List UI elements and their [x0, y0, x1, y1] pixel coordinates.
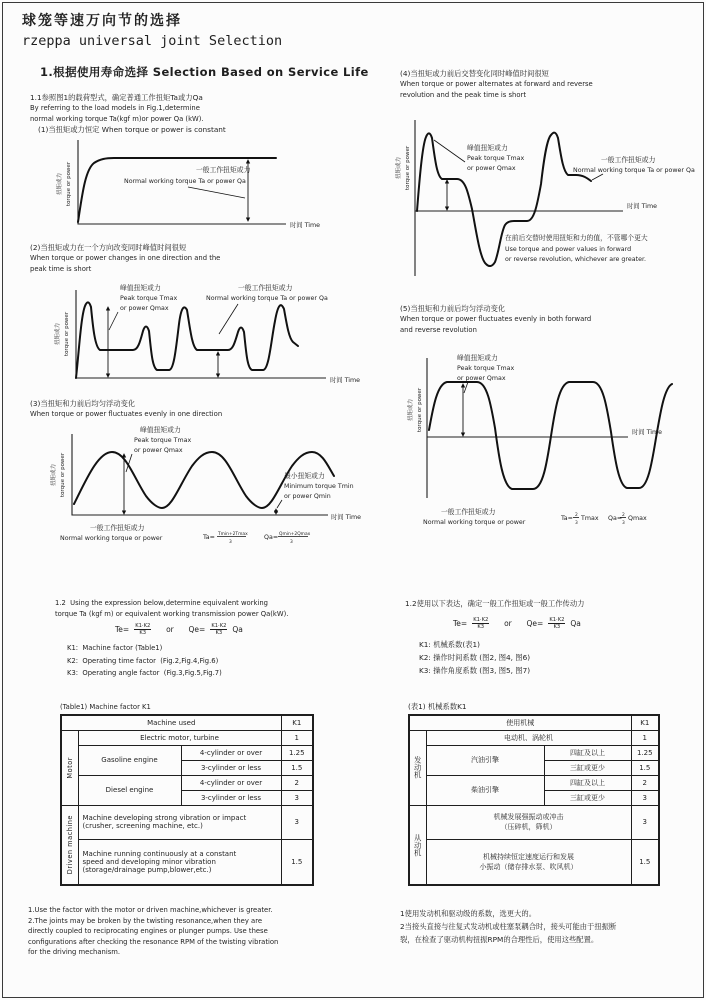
cell-gas-4cyl-k1: 1.25: [281, 745, 313, 760]
formula-te: Te=: [115, 625, 130, 635]
case5-zh: (5)当扭矩和力前后均匀浮动变化: [400, 304, 506, 313]
formula-qa: Qa: [232, 625, 243, 635]
k1-right: K1: 机械系数(表1): [419, 640, 481, 649]
k2-left: K2: Operating time factor (Fig.2,Fig.4,Fig.6): [67, 656, 219, 665]
cell-diesel: Diesel engine: [78, 775, 181, 805]
chart3-formula-ta: [202, 531, 248, 545]
chart4-normal-leader: [592, 174, 603, 180]
footnote-left-2: 2.The joints may be broken by the twisting resonance,when they are: [28, 916, 263, 925]
chart4-note-en1: Use torque and power values in forward: [505, 246, 632, 253]
chart3-fluctuating-torque: [28, 420, 378, 555]
cell-electric-k1-zh: 1: [631, 730, 659, 745]
cell-die-4cyl-zh: 四缸及以上: [544, 775, 631, 790]
cell-electric-k1: 1: [281, 730, 313, 745]
chart3-yaxis-label-en: torque or power: [60, 452, 66, 498]
para-1-1: [30, 92, 226, 135]
table-row: [61, 745, 313, 760]
section-heading: 1.根据使用寿命选择 Selection Based on Service Life: [40, 65, 369, 79]
chart5-formula-ta: [560, 512, 599, 526]
chart5-formula-ta-num: 2: [575, 513, 578, 518]
s12-left-formula: [115, 623, 288, 636]
cell-gasoline-zh: 汽油引擎: [426, 745, 544, 775]
section-1-2-left: [55, 598, 288, 680]
th-motor-vertical: Motor: [61, 730, 78, 805]
footnote-right-1: 1使用发动机和驱动级的系数，选更大的。: [400, 909, 536, 918]
chart3-formula-qa-num: Qmin+2Qmax: [279, 532, 311, 537]
case4-en2: revolution and the peak time is short: [400, 90, 526, 99]
formula-or-r: or: [504, 619, 512, 628]
chart4-normal-label-en: Normal working torque Ta or power Qa: [573, 167, 695, 174]
footnote-left-3: directly coupled to reciprocating engines or plunger pumps. Use these: [28, 927, 268, 936]
chart3-formula-ta-den: 3: [229, 540, 232, 545]
machine-factor-table-en: [60, 714, 314, 886]
cell-strong-k1: 3: [281, 805, 313, 839]
chart1-yaxis-label-en: torque or power: [66, 161, 72, 207]
cell-strong-vibration: Machine developing strong vibration or impact (crusher, screening machine, etc.): [78, 805, 281, 839]
cell-gas-3cyl-k1-zh: 1.5: [631, 760, 659, 775]
table-en-caption: (Table1) Machine factor K1: [60, 703, 151, 711]
formula-frac1: $\frac{K1\cdot K2}{K3}$: [135, 623, 151, 637]
chart3-yaxis-label-zh: 扭矩或力: [51, 463, 57, 487]
s12-left-l1: 1.2 Using the expression below,determine equivalent working: [55, 599, 268, 607]
chart2-yaxis-label-en: torque or power: [64, 311, 70, 357]
chart4-peak-label-en2: or power Qmax: [467, 165, 516, 172]
case5-en2: and reverse revolution: [400, 325, 477, 334]
case2-caption-block: [30, 242, 220, 274]
chart5-peak-label-en2: or power Qmax: [457, 375, 506, 382]
chart5-xaxis-label: 时间 Time: [632, 429, 663, 436]
chart5-formula-ta-rhs: Tmax: [581, 515, 599, 522]
chart2-normal-leader: [219, 304, 238, 334]
table-row: [409, 775, 659, 790]
chart5-formula-qa: [608, 512, 647, 526]
chart2-normal-label-zh: 一般工作扭矩或力: [238, 284, 293, 292]
case2-en1: When torque or power changes in one direction and the: [30, 254, 221, 262]
page-title-en: rzeppa universal joint Selection: [22, 33, 283, 49]
chart4-xaxis-label: 时间 Time: [627, 203, 658, 210]
table-row: [61, 730, 313, 745]
chart3-min-leader: [277, 500, 282, 508]
chart5-yaxis-label-en: torque or power: [417, 387, 423, 433]
formula-frac1-r: $\frac{K1\cdot K2}{K3}$: [473, 617, 489, 630]
table-row: [409, 805, 659, 839]
k3-right: K3: 操作角度系数 (图3, 图5, 图7): [419, 666, 531, 675]
formula-qa-r: Qa: [570, 619, 581, 628]
para-1-1-en1: By referring to the load models in Fig.1,determine: [30, 104, 200, 112]
th-machine-used-zh: 使用机械: [409, 715, 631, 730]
chart4-peak-leader: [434, 140, 465, 162]
th-k1: K1: [281, 715, 313, 730]
cell-die-4cyl: 4-cylinder or over: [181, 775, 281, 790]
cell-diesel-zh: 柴油引擎: [426, 775, 544, 805]
chart5-formula-qa-lhs: Qa=: [608, 515, 623, 522]
table-row: [61, 715, 313, 730]
case3-caption-block: [30, 398, 222, 420]
machine-factor-table-zh: [408, 714, 660, 886]
chart1-constant-torque: [28, 134, 363, 234]
case2-en2: peak time is short: [30, 264, 92, 273]
chart4-yaxis-label-en: torque or power: [405, 145, 411, 191]
chart5-normal-label-en: Normal working torque or power: [423, 519, 526, 526]
cell-strong-k1-zh: 3: [631, 805, 659, 839]
case1-caption: (1)当扭矩或力恒定 When torque or power is constant: [38, 125, 226, 135]
chart3-xaxis-label: 时间 Time: [331, 514, 362, 521]
chart1-normal-label-en: Normal working torque Ta or power Qa: [124, 178, 246, 185]
chart5-peak-leader: [464, 382, 468, 393]
table-row: [409, 839, 659, 885]
chart5-formula-qa-rhs: Qmax: [628, 515, 647, 522]
case3-en: When torque or power fluctuates evenly in one direction: [30, 410, 223, 418]
table-row: [61, 775, 313, 790]
cell-gas-4cyl: 4-cylinder or over: [181, 745, 281, 760]
cell-die-3cyl-zh: 三缸或更少: [544, 790, 631, 805]
case3-zh: (3)当扭矩和力前后均匀浮动变化: [30, 399, 136, 408]
footnote-left-5: for the driving mechanism.: [28, 948, 121, 957]
table-row: [409, 745, 659, 760]
cell-minor-vibration: Machine running continuously at a constant speed and developing minor vibration (storage/drainage pump,blower,etc.): [78, 839, 281, 885]
th-machine-used: Machine used: [61, 715, 281, 730]
chart3-min-label-zh: 最小扭矩或力: [284, 472, 325, 480]
chart2-peak-label-en2: or power Qmax: [120, 305, 169, 312]
footnote-right-2: 2当接头直接与往复式发动机或柱塞泵耦合时，接头可能由于扭振断: [400, 922, 617, 931]
cell-gas-3cyl-k1: 1.5: [281, 760, 313, 775]
cell-electric: Electric motor, turbine: [78, 730, 281, 745]
chart5-formula-ta-lhs: Ta=: [561, 515, 573, 522]
cell-die-4cyl-k1-zh: 2: [631, 775, 659, 790]
para-1-1-zh: 1.1参照图1的载荷型式，确定普通工作扭矩Ta或力Qa: [30, 93, 203, 102]
title-block: [22, 10, 282, 49]
k1-left: K1: Machine factor (Table1): [67, 644, 163, 653]
table-zh-caption: (表1) 机械系数K1: [408, 702, 467, 711]
chart4-note-en2: or reverse revolution, whichever are greater.: [505, 256, 646, 263]
k2-right: K2: 操作时间系数 (图2, 图4, 图6): [419, 653, 531, 662]
chart5-peak-label-zh: 峰值扭矩或力: [457, 354, 498, 362]
footnotes-left: [28, 905, 278, 958]
chart3-normal-label-en: Normal working torque or power: [60, 535, 163, 542]
s12-right-formula: [453, 617, 584, 630]
table-row: [61, 805, 313, 839]
cell-die-3cyl-k1-zh: 3: [631, 790, 659, 805]
case4-caption-block: [400, 68, 593, 100]
formula-qe-r: Qe=: [526, 619, 544, 628]
cell-gasoline: Gasoline engine: [78, 745, 181, 775]
chart4-peak-label-en1: Peak torque Tmax: [467, 155, 525, 162]
section-1-2-right: [405, 598, 584, 677]
chart2-peak-label-en1: Peak torque Tmax: [120, 295, 178, 302]
table-row: [409, 715, 659, 730]
chart5-normal-label-zh: 一般工作扭矩或力: [441, 508, 496, 516]
para-1-1-en2: normal working torque Ta(kgf m)or power Qa (kW).: [30, 114, 204, 123]
formula-or: or: [166, 625, 174, 635]
chart3-formula-ta-num: Tmin+2Tmax: [218, 532, 248, 537]
th-motor-vertical-zh: 发动机: [409, 730, 426, 805]
chart4-note-zh: 在前后交替时使用扭矩和力的值，不管哪个更大: [505, 234, 648, 242]
th-k1-zh: K1: [631, 715, 659, 730]
chart3-peak-label-en1: Peak torque Tmax: [134, 437, 192, 444]
cell-gas-4cyl-k1-zh: 1.25: [631, 745, 659, 760]
chart2-yaxis-label-zh: 扭矩或力: [55, 322, 61, 346]
cell-gas-3cyl-zh: 三缸或更少: [544, 760, 631, 775]
chart3-formula-qa: [264, 531, 311, 545]
chart3-formula-qa-lhs: Qa=: [264, 534, 279, 541]
chart5-formula-qa-num: 2: [622, 513, 625, 518]
cell-electric-zh: 电动机、涡轮机: [426, 730, 631, 745]
chart4-yaxis-label-zh: 扭矩或力: [396, 156, 402, 180]
footnote-left-4: configurations after checking the resonance RPM of the twisting vibration: [28, 937, 279, 946]
case5-en1: When torque or power fluctuates evenly in both forward: [400, 315, 592, 323]
chart2-waveform: [76, 302, 298, 378]
chart4-alternating-torque: [393, 108, 703, 288]
chart5-both-directions: [393, 330, 703, 535]
chart3-min-label-en2: or power Qmin: [284, 493, 331, 500]
th-driven-vertical-zh: 从动机: [409, 805, 426, 885]
chart2-xaxis-label: 时间 Time: [330, 377, 361, 384]
cell-strong-vibration-zh: 机械发展强振动或冲击 （压碎机，筛机）: [426, 805, 631, 839]
table-row: [409, 730, 659, 745]
chart2-normal-label-en: Normal working torque Ta or power Qa: [206, 295, 328, 302]
case4-en1: When torque or power alternates at forward and reverse: [400, 80, 593, 88]
formula-te-r: Te=: [453, 619, 468, 628]
formula-frac2-r: $\frac{K1\cdot K2}{K3}$: [549, 617, 565, 630]
page-title-zh: 球笼等速万向节的选择: [22, 13, 182, 29]
chart2-one-direction-peaks: [28, 276, 373, 394]
chart1-normal-label-zh: 一般工作扭矩或力: [196, 166, 251, 174]
footnote-right-3: 裂，在检查了驱动机构扭振RPM的合理性后，使用这些配置。: [400, 935, 599, 944]
chart5-yaxis-label-zh: 扭矩或力: [408, 398, 414, 422]
cell-gas-4cyl-zh: 四缸及以上: [544, 745, 631, 760]
chart5-formula-qa-den: 3: [622, 521, 625, 526]
chart1-yaxis-label-zh: 扭矩或力: [57, 172, 63, 196]
formula-frac2: $\frac{K1\cdot K2}{K3}$: [211, 623, 227, 637]
chart5-formula-ta-den: 3: [575, 521, 578, 526]
cell-gas-3cyl: 3-cylinder or less: [181, 760, 281, 775]
s12-left-l2: torque Ta (kgf m) or equivalent working transmission power Qa(kW).: [55, 609, 289, 618]
chart3-min-label-en1: Minimum torque Tmin: [284, 483, 354, 490]
cell-die-4cyl-k1: 2: [281, 775, 313, 790]
chart2-peak-label-zh: 峰值扭矩或力: [120, 284, 161, 292]
cell-die-3cyl: 3-cylinder or less: [181, 790, 281, 805]
chart3-peak-label-en2: or power Qmax: [134, 447, 183, 454]
s12-right-zh: 1.2使用以下表达，确定一般工作扭矩或一般工作传动力: [405, 599, 585, 608]
cell-minor-k1-zh: 1.5: [631, 839, 659, 885]
chart3-normal-label-zh: 一般工作扭矩或力: [90, 524, 145, 532]
case2-zh: (2)当扭矩或力在一个方向改变同时峰值时间很短: [30, 243, 187, 252]
chart4-normal-label-zh: 一般工作扭矩或力: [601, 156, 656, 164]
chart5-peak-label-en1: Peak torque Tmax: [457, 365, 515, 372]
cell-die-3cyl-k1: 3: [281, 790, 313, 805]
chart4-peak-label-zh: 峰值扭矩或力: [467, 144, 508, 152]
cell-minor-vibration-zh: 机械持续恒定速度运行和发展 小振动（储存排水泵、吹风机）: [426, 839, 631, 885]
chart3-formula-ta-lhs: Ta=: [203, 534, 215, 541]
chart3-formula-qa-den: 3: [290, 540, 293, 545]
cell-minor-k1: 1.5: [281, 839, 313, 885]
chart3-peak-label-zh: 峰值扭矩或力: [140, 426, 181, 434]
formula-qe: Qe=: [188, 625, 206, 635]
chart1-leader-line: [188, 187, 245, 198]
chart2-peak-leader: [109, 312, 118, 330]
th-driven-vertical: Driven machine: [61, 805, 78, 885]
footnotes-right: [400, 907, 616, 946]
case4-zh: (4)当扭矩或力前后交替变化同时峰值时间很短: [400, 69, 549, 78]
k3-left: K3: Operating angle factor (Fig.3,Fig.5,Fig.7): [67, 669, 222, 678]
footnote-left-1: 1.Use the factor with the motor or driven machine,whichever is greater.: [28, 906, 273, 914]
chart1-xaxis-label: 时间 Time: [290, 222, 321, 229]
table-row: [61, 839, 313, 885]
